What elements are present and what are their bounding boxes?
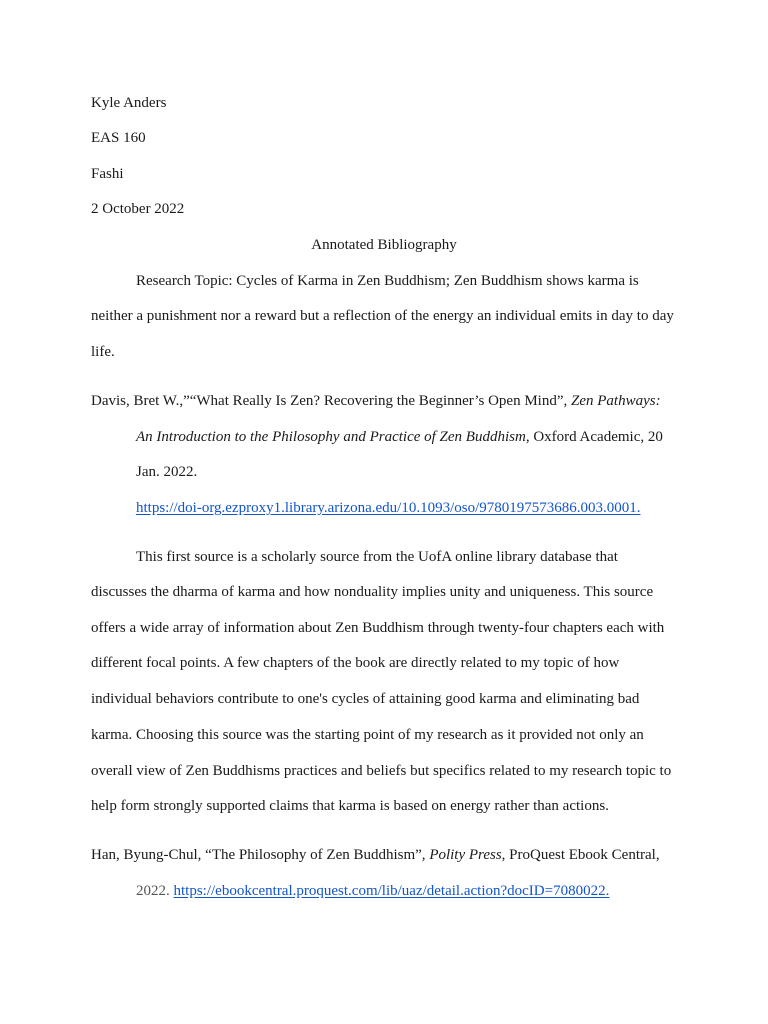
course-code: EAS 160 xyxy=(91,130,146,146)
annotation-1-line-3: offers a wide array of information about Zen Buddhism through twenty-four chapters each with xyxy=(91,620,665,636)
annotation-1-line-5: individual behaviors contribute to one's cycles of attaining good karma and eliminating bad xyxy=(91,691,640,707)
citation-1-date: Jan. 2022. xyxy=(136,464,198,480)
citation-1-line-1 xyxy=(91,392,661,410)
citation-1-book-title-a: Zen Pathways: xyxy=(571,393,661,409)
citation-2-source: , ProQuest Ebook Central, xyxy=(501,847,660,863)
citation-2-url[interactable]: https://ebookcentral.proquest.com/lib/uaz/detail.action?docID=7080022. xyxy=(173,883,610,899)
annotation-1-line-4: different focal points. A few chapters of the book are directly related to my topic of how xyxy=(91,655,620,671)
citation-1-authors-title: Davis, Bret W.,”“What Really Is Zen? Recovering the Beginner’s Open Mind”, xyxy=(91,393,572,409)
citation-1-publisher: , Oxford Academic, 20 xyxy=(525,429,663,445)
citation-2-line-2 xyxy=(136,882,609,900)
annotation-1-line-7: overall view of Zen Buddhisms practices and beliefs but specifics related to my research topic to xyxy=(91,763,672,779)
citation-2-line-1 xyxy=(91,846,660,864)
citation-2-publisher-italic: Polity Press xyxy=(429,847,502,863)
annotation-1-line-6: karma. Choosing this source was the starting point of my research as it provided not only an xyxy=(91,727,644,743)
annotation-1-line-1: This first source is a scholarly source from the UofA online library database that xyxy=(136,549,618,565)
citation-1-line-2 xyxy=(136,428,663,446)
author-name: Kyle Anders xyxy=(91,95,167,111)
research-topic-line-1: Research Topic: Cycles of Karma in Zen Buddhism; Zen Buddhism shows karma is xyxy=(136,273,639,289)
instructor-name: Fashi xyxy=(91,166,124,182)
document-date: 2 October 2022 xyxy=(91,201,185,217)
research-topic-line-2: neither a punishment nor a reward but a reflection of the energy an individual emits in day to day xyxy=(91,308,674,324)
citation-2-authors-title: Han, Byung-Chul, “The Philosophy of Zen Buddhism”, xyxy=(91,847,430,863)
document-title: Annotated Bibliography xyxy=(311,237,457,253)
annotation-1-line-2: discusses the dharma of karma and how nonduality implies unity and uniqueness. This source xyxy=(91,584,654,600)
citation-1-url[interactable]: https://doi-org.ezproxy1.library.arizona.edu/10.1093/oso/9780197573686.003.0001. xyxy=(136,500,641,516)
citation-1-link[interactable] xyxy=(136,499,641,517)
annotation-1-line-8: help form strongly supported claims that karma is based on energy rather than actions. xyxy=(91,798,609,814)
research-topic-line-3: life. xyxy=(91,344,115,360)
citation-1-book-title-b: An Introduction to the Philosophy and Practice of Zen Buddhism xyxy=(136,429,526,445)
citation-2-year: 2022. xyxy=(136,883,174,899)
